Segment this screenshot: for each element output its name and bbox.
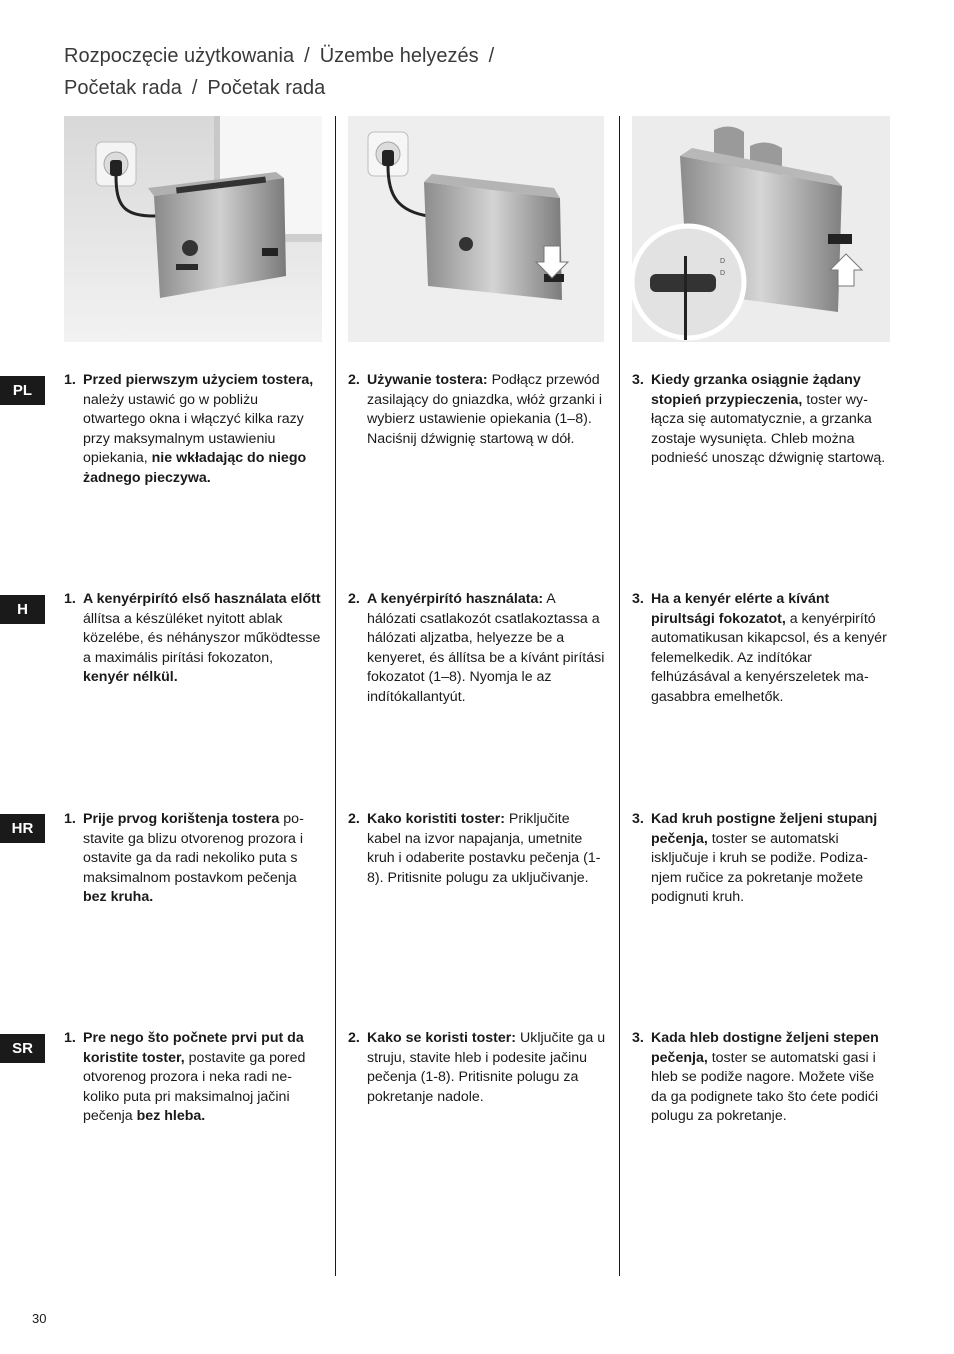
step-pl-3	[632, 371, 890, 469]
column-divider	[619, 116, 620, 1276]
title-part-h: Üzembe helyezés	[319, 45, 479, 67]
lang-tab-h: H	[0, 595, 45, 624]
step-text: toster se automatski gasi i hleb se podiže nagore. Možete više da ga podignete tako što ćete podići polugu za pokretanje.	[651, 1049, 879, 1124]
step-text: postavite ga blizu otvorenog prozora i ostavite ga da radi nekoliko puta s maksimalnom postavkom pečenja	[83, 811, 304, 886]
lever-labels	[720, 256, 725, 280]
illustration-toaster-pop-up	[632, 116, 890, 342]
title-part-pl: Rozpoczęcie użytkowania	[64, 45, 295, 67]
step-number: 3.	[632, 811, 644, 827]
step-number: 2.	[348, 591, 360, 607]
title-separator: /	[488, 45, 495, 67]
illustration-toaster-plug-lever-down	[348, 116, 604, 342]
title-part-sr: Početak rada	[207, 77, 326, 99]
step-bold: A kenyérpirító használata:	[367, 591, 544, 607]
step-bold: Kad kruh postigne željeni stupanj pečenja,	[651, 811, 878, 847]
step-bold: Pre nego što počnete prvi put da koristite toster,	[83, 1030, 304, 1066]
step-bold: Ha a kenyér elérte a kívánt pirultsági fokozatot,	[651, 591, 830, 627]
step-sr-2	[348, 1029, 606, 1107]
step-h-1	[64, 590, 322, 688]
step-number: 3.	[632, 591, 644, 607]
lang-tab-sr: SR	[0, 1034, 45, 1063]
step-hr-2	[348, 810, 606, 888]
lever-label: D	[720, 258, 726, 265]
step-text: Podłącz przewód zasilający do gniazdka, włóż grzanki i wybierz ustawienie opiekania (1–8). Naciśnij dźwignię startową w dół.	[367, 372, 602, 447]
page-number: 30	[32, 1311, 47, 1326]
step-text: należy ustawić go w pobliżu otwartego okna i włączyć kilka razy przy maksymalnym ustawieniu opiekania,	[83, 391, 304, 466]
step-sr-1	[64, 1029, 322, 1127]
lang-tab-pl: PL	[0, 376, 45, 405]
step-text: A hálózati csatlakozót csatlakoztassa a hálózati aljzatba, helyezze be a kenyeret, és állítsa be a kívánt pirítási fokozatot (1–8). Nyomja le az indítókallantyút.	[367, 591, 605, 705]
illustration-toaster-window	[64, 116, 322, 342]
step-bold: Kiedy grzanka osiągnie żądany stopień przypieczenia,	[651, 372, 861, 408]
step-h-2	[348, 590, 606, 707]
step-bold: Przed pierwszym użyciem tostera,	[83, 372, 314, 388]
step-number: 1.	[64, 372, 76, 388]
step-text: postavite ga pored otvorenog prozora i neka radi nekoliko puta pri maksimalnoj jačini pečenja	[83, 1049, 306, 1124]
step-sr-3	[632, 1029, 890, 1127]
step-number: 3.	[632, 372, 644, 388]
step-number: 3.	[632, 1030, 644, 1046]
step-number: 2.	[348, 811, 360, 827]
step-number: 2.	[348, 372, 360, 388]
step-bold: A kenyérpirító első használata előtt	[83, 591, 321, 607]
step-text: a kenyérpirító automatikusan kikapcsol, és a kenyér felemelkedik. Az indítókar felhúzásával a kenyérszeletek magasabbra emelhetők.	[651, 610, 887, 705]
step-bold-2: bez hleba.	[136, 1108, 206, 1124]
step-pl-1	[64, 371, 322, 488]
title-part-hr: Početak rada	[64, 77, 182, 99]
step-text: toster se automatski isključuje i kruh se podiže. Podizanjem ručice za pokretanje možete podignuti kruh.	[651, 830, 868, 905]
step-number: 1.	[64, 1030, 76, 1046]
step-hr-1	[64, 810, 322, 908]
step-h-3	[632, 590, 890, 707]
step-number: 2.	[348, 1030, 360, 1046]
step-bold: Prije prvog korištenja tostera	[83, 811, 280, 827]
step-bold-2: nie wkładając do niego żadnego pieczywa.	[83, 450, 307, 486]
step-text: Priključite kabel na izvor napajanja, umetnite kruh i odaberite postavku pečenja (1-8). Pritisnite polugu za uključivanje.	[367, 811, 601, 886]
step-bold: Kako koristiti toster:	[367, 811, 505, 827]
title-separator: /	[191, 77, 198, 99]
page-title	[64, 40, 884, 104]
step-text: állítsa a készüléket nyitott ablak közelébe, és néhányszor működtesse a maximális pirítási fokozaton,	[83, 610, 321, 666]
step-bold-2: kenyér nélkül.	[83, 669, 178, 685]
step-number: 1.	[64, 811, 76, 827]
step-bold: Kako se koristi toster:	[367, 1030, 517, 1046]
step-bold: Kada hleb dostigne željeni stepen pečenja,	[651, 1030, 879, 1066]
step-bold: Używanie tostera:	[367, 372, 488, 388]
step-pl-2	[348, 371, 606, 449]
lever-label: D	[720, 270, 726, 277]
step-hr-3	[632, 810, 890, 908]
step-text: toster wyłącza się automatycznie, a grzanka zostaje wysunięta. Chleb można podnieść unosząc dźwignię startową.	[651, 391, 886, 466]
step-bold-2: bez kruha.	[83, 889, 154, 905]
title-separator: /	[304, 45, 310, 67]
step-text: Uključite ga u struju, stavite hleb i podesite jačinu pečenja (1-8). Pritisnite polugu za pokretanje nadole.	[367, 1030, 606, 1105]
column-divider	[335, 116, 336, 1276]
step-number: 1.	[64, 591, 76, 607]
lang-tab-hr: HR	[0, 814, 45, 843]
